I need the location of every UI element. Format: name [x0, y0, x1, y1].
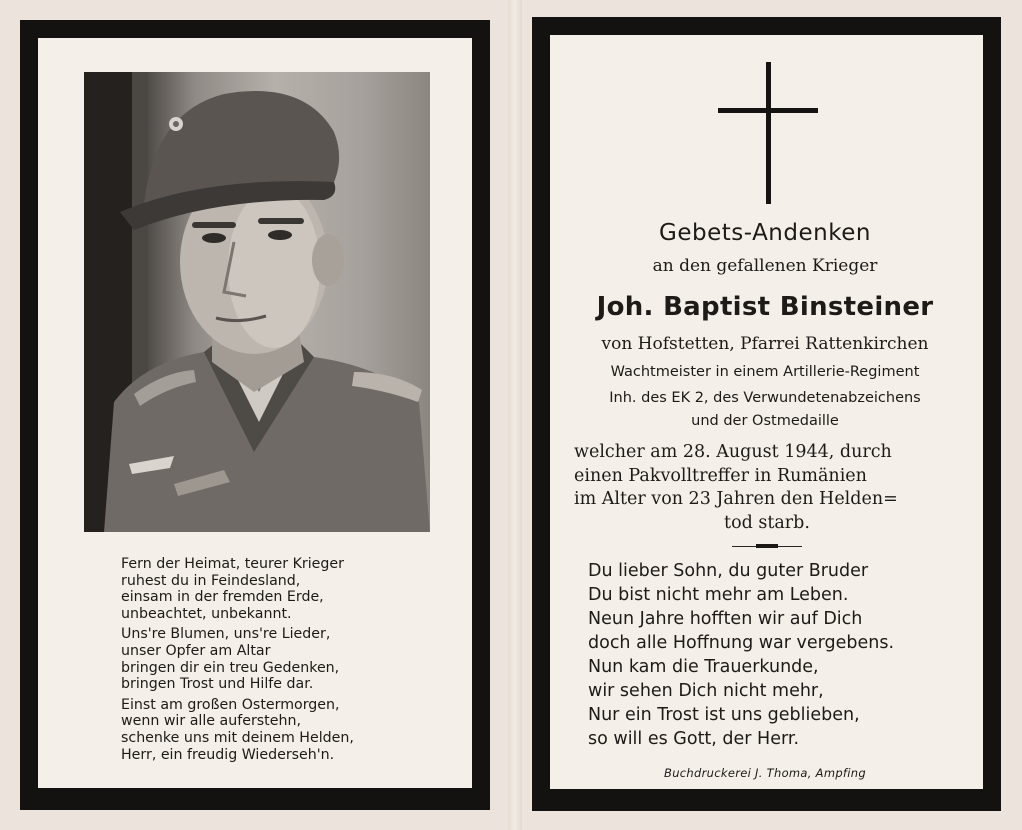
portrait-image: [84, 72, 430, 532]
decorations-line-2: und der Ostmedaille: [691, 413, 839, 429]
poem-stanza-3: [121, 697, 441, 763]
card-subheading: an den gefallenen Krieger: [652, 256, 878, 276]
death-line: im Alter von 23 Jahren den Helden=: [574, 489, 898, 509]
poem-line: so will es Gott, der Herr.: [588, 729, 800, 749]
poem-line: Herr, ein freudig Wiederseh'n.: [121, 746, 335, 763]
death-line: einen Pakvolltreffer in Rumänien: [574, 465, 867, 486]
poem-line: bringen dir ein treu Gedenken,: [121, 659, 340, 676]
death-line: tod starb.: [724, 512, 810, 533]
deceased-name: Joh. Baptist Binsteiner: [596, 292, 934, 322]
poem-line: doch alle Hoffnung war vergebens.: [588, 633, 895, 653]
poem-line: Du bist nicht mehr am Leben.: [588, 585, 849, 605]
poem-line: Du lieber Sohn, du guter Bruder: [588, 561, 869, 581]
poem-line: ruhest du in Feindesland,: [121, 572, 301, 589]
origin-line: von Hofstetten, Pfarrei Rattenkirchen: [601, 334, 929, 354]
right-poem: [588, 559, 968, 751]
poem-stanza-2: [121, 626, 441, 692]
poem-line: unser Opfer am Altar: [121, 642, 271, 659]
death-line: welcher am 28. August 1944, durch: [574, 442, 892, 462]
cross-icon: [766, 62, 771, 204]
poem-line: wir sehen Dich nicht mehr,: [588, 681, 824, 701]
poem-line: schenke uns mit deinem Helden,: [121, 729, 354, 746]
card-fold: [508, 0, 522, 830]
decorations-line-1: Inh. des EK 2, des Verwundetenabzeichens: [609, 390, 921, 406]
cross-icon-bar: [718, 108, 818, 113]
death-notice: [574, 441, 960, 535]
poem-line: bringen Trost und Hilfe dar.: [121, 676, 314, 693]
card-heading: Gebets-Andenken: [659, 220, 871, 246]
poem-line: Uns're Blumen, uns're Lieder,: [121, 626, 331, 643]
poem-stanza-1: [121, 556, 441, 622]
poem-line: Einst am großen Ostermorgen,: [121, 696, 340, 713]
soldier-portrait-photo: [84, 72, 430, 532]
poem-line: Fern der Heimat, teurer Krieger: [121, 556, 344, 572]
printer-credit: Buchdruckerei J. Thoma, Ampfing: [664, 766, 866, 780]
poem-line: Nur ein Trost ist uns geblieben,: [588, 705, 860, 725]
poem-line: unbeachtet, unbekannt.: [121, 605, 292, 622]
left-poem: [121, 556, 441, 767]
poem-line: wenn wir alle auferstehn,: [121, 713, 301, 730]
poem-line: Nun kam die Trauerkunde,: [588, 657, 819, 677]
rank-line: Wachtmeister in einem Artillerie-Regiment: [610, 364, 920, 380]
poem-line: Neun Jahre hofften wir auf Dich: [588, 609, 863, 629]
poem-line: einsam in der fremden Erde,: [121, 589, 324, 606]
divider-mark: [756, 544, 778, 548]
